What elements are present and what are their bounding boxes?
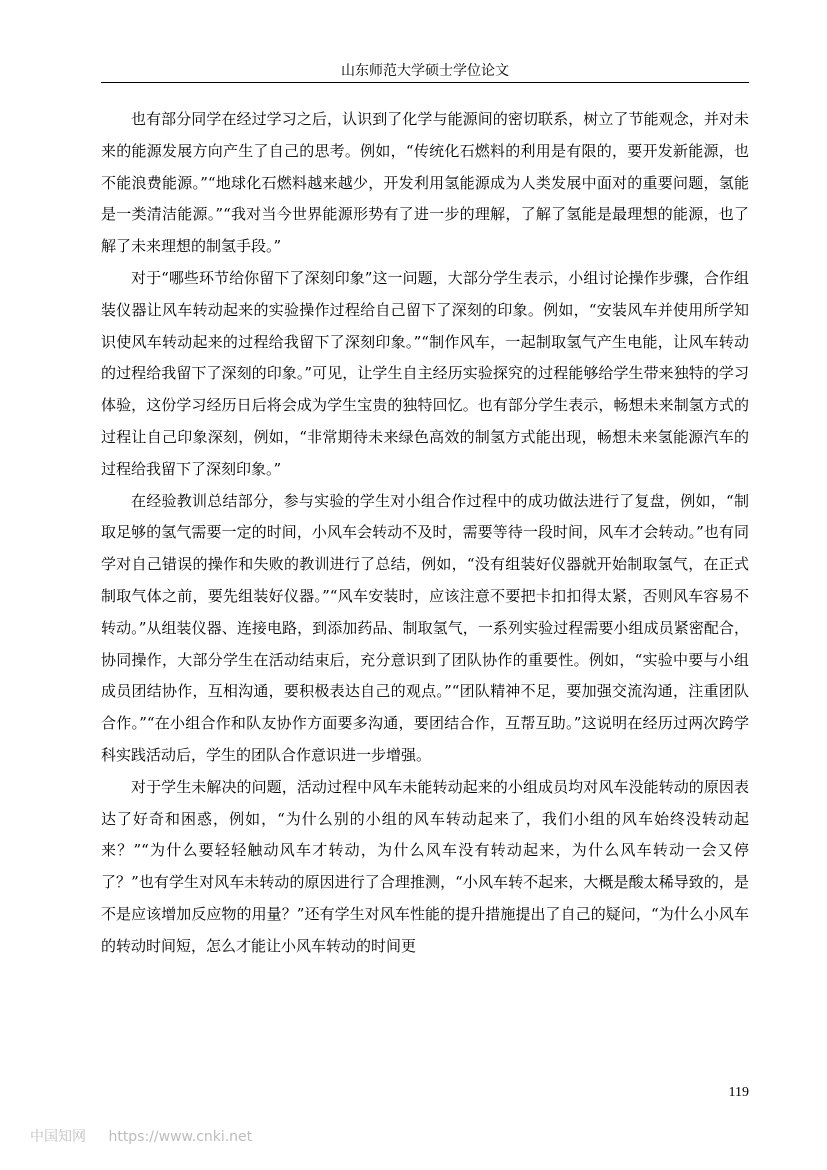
paragraph-4: 对于学生未解决的问题，活动过程中风车未能转动起来的小组成员均对风车没能转动的原因表达了好奇和困惑，例如，“为什么别的小组的风车转动起来了，我们小组的风车始终没转动起来？”“为什么要轻轻触动风车才转动，为什么风车没有转动起来，为什么风车转动一会又停了？”也有学生对风车未转动的原因进行了合理推测，“小风车转不起来，大概是酸太稀导致的，是不是应该增加反应物的用量？”还有学生对风车性能的提升措施提出了自己的疑问，“为什么小风车的转动时间短，怎么才能让小风车转动的时间更 [101,777,749,955]
header-divider [101,82,749,83]
page-number: 119 [728,1085,749,1100]
cnki-watermark [30,1127,252,1147]
paragraph-1: 也有部分同学在经过学习之后，认识到了化学与能源间的密切联系，树立了节能观念，并对未来的能源发展方向产生了自己的思考。例如，“传统化石燃料的利用是有限的，要开发新能源，也不能浪费能源。”“地球化石燃料越来越少，开发利用氢能源成为人类发展中面对的重要问题，氢能是一类清洁能源。”“我对当今世界能源形势有了进一步的理解，了解了氢能是最理想的能源，也了解了未来理想的制氢手段。” [101,110,749,256]
watermark-brand: 中国知网 [30,1129,86,1145]
paragraph-2: 对于“哪些环节给你留下了深刻印象”这一问题，大部分学生表示，小组讨论操作步骤，合作组装仪器让风车转动起来的实验操作过程给自己留下了深刻的印象。例如，“安装风车并使用所学知识使风车转动起来的过程给我留下了深刻印象。”“制作风车，一起制取氢气产生电能，让风车转动的过程给我留下了深刻的印象。”可见，让学生自主经历实验探究的过程能够给学生带来独特的学习体验，这份学习经历日后将会成为学生宝贵的独特回忆。也有部分学生表示，畅想未来制氢方式的过程让自己印象深刻，例如，“非常期待未来绿色高效的制氢方式能出现，畅想未来氢能源汽车的过程给我留下了深刻印象。” [101,268,749,478]
body-text [101,104,749,1070]
paragraph-3: 在经验教训总结部分，参与实验的学生对小组合作过程中的成功做法进行了复盘，例如，“制取足够的氢气需要一定的时间，小风车会转动不及时，需要等待一段时间，风车才会转动。”也有同学对自己错误的操作和失败的教训进行了总结，例如，“没有组装好仪器就开始制取氢气，在正式制取气体之前，要先组装好仪器。”“风车安装时，应该注意不要把卡扣扣得太紧，否则风车容易不转动。”从组装仪器、连接电路，到添加药品、制取氢气，一系列实验过程需要小组成员紧密配合，协同操作，大部分学生在活动结束后，充分意识到了团队协作的重要性。例如，“实验中要与小组成员团结协作，互相沟通，要积极表达自己的观点。”“团队精神不足，要加强交流沟通，注重团队合作。”“在小组合作和队友协作方面要多沟通，要团结合作，互帮互助。”这说明在经历过两次跨学科实践活动后，学生的团队合作意识进一步增强。 [101,491,749,764]
watermark-url: https://www.cnki.net [108,1129,253,1145]
running-header: 山东师范大学硕士学位论文 [341,63,509,79]
